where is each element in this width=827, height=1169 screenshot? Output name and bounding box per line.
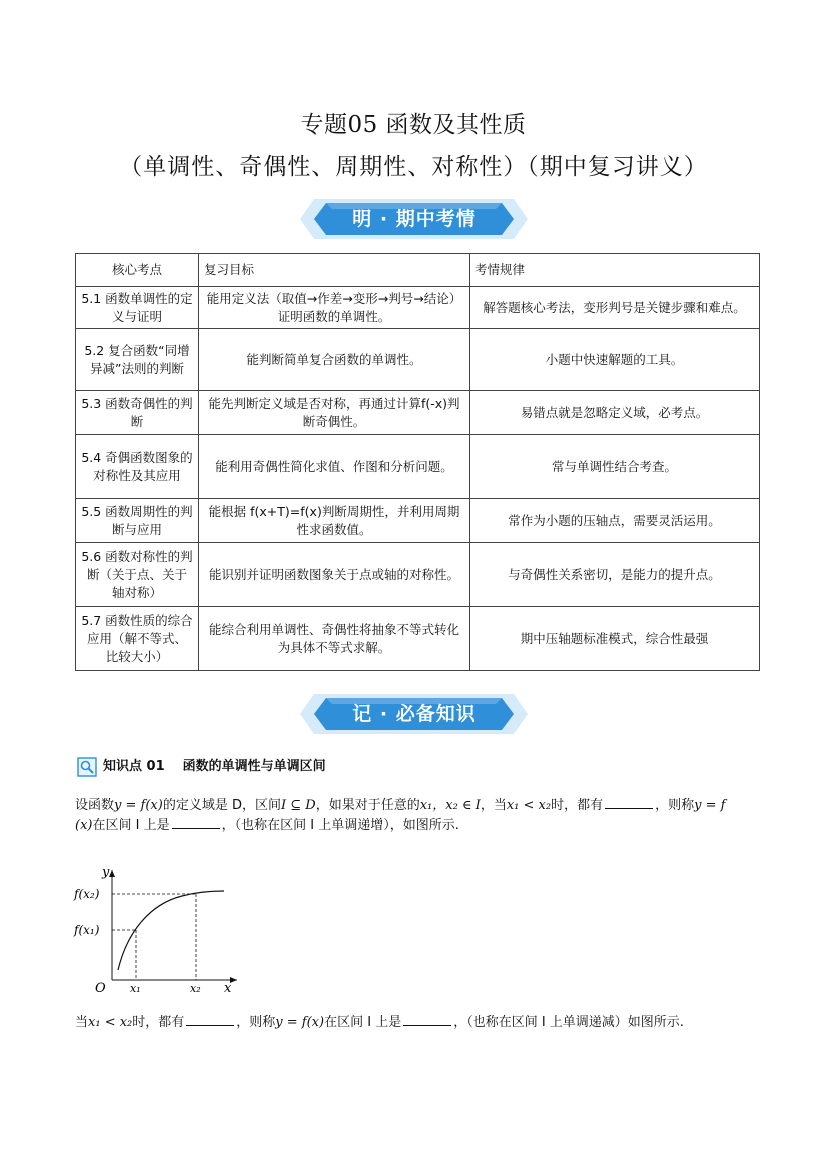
definition-paragraph — [75, 796, 765, 836]
table-row — [76, 499, 760, 543]
table-cell: 能用定义法（取值→作差→变形→判号→结论）证明函数的单调性。 — [199, 287, 470, 329]
fill-blank — [186, 1013, 234, 1026]
table-cell: 期中压轴题标准模式，综合性最强 — [470, 607, 760, 671]
text: ，则称 — [655, 798, 695, 813]
text: ，（也称在区间 I 上单调递增），如图所示. — [221, 818, 459, 833]
table-cell: 5.5 函数周期性的判断与应用 — [76, 499, 199, 543]
table-cell: 与奇偶性关系密切，是能力的提升点。 — [470, 543, 760, 607]
table-row — [76, 391, 760, 435]
table-row — [76, 607, 760, 671]
fill-blank — [403, 1013, 451, 1026]
magnifier-icon — [77, 757, 97, 777]
text: 时，都有 — [551, 798, 604, 813]
section-banner-knowledge — [300, 692, 528, 736]
text: ，（也称在区间 I 上单调递减）如图所示. — [453, 1015, 684, 1030]
curve — [118, 891, 224, 970]
knowledge-label: 知识点 01 — [103, 759, 165, 774]
text: 当 — [75, 1015, 89, 1030]
table-cell: 能识别并证明函数图象关于点或轴的对称性。 — [199, 543, 470, 607]
x1-label: x₁ — [130, 982, 141, 995]
text: 的定义域是 D，区间 — [162, 798, 281, 813]
table-cell: 能判断简单复合函数的单调性。 — [199, 329, 470, 391]
y-axis-label: y — [102, 865, 110, 880]
math: y = f(x) — [275, 1015, 325, 1030]
table-cell: 小题中快速解题的工具。 — [470, 329, 760, 391]
fill-blank — [172, 816, 220, 829]
text: 时，都有 — [132, 1015, 185, 1030]
x-axis-label: x — [224, 981, 232, 996]
math: (x) — [75, 818, 93, 833]
table-header: 考情规律 — [470, 254, 760, 287]
section-banner-exam — [300, 197, 528, 241]
table-row — [76, 329, 760, 391]
math: x₁，x₂ ∈ I — [419, 798, 481, 813]
text: 在区间 I 上是 — [92, 818, 170, 833]
math: x₁ < x₂ — [88, 1015, 133, 1030]
text: ，则称 — [236, 1015, 276, 1030]
math: I ⊆ D — [280, 798, 316, 813]
text: 在区间 I 上是 — [324, 1015, 402, 1030]
table-row — [76, 435, 760, 499]
table-cell: 5.4 奇偶函数图象的对称性及其应用 — [76, 435, 199, 499]
table-cell: 能利用奇偶性简化求值、作图和分析问题。 — [199, 435, 470, 499]
fx1-label: f(x₁) — [74, 923, 100, 937]
fx2-label: f(x₂) — [74, 887, 100, 901]
text: ，如果对于任意的 — [315, 798, 420, 813]
table-cell: 5.7 函数性质的综合应用（解不等式、比较大小） — [76, 607, 199, 671]
x2-label: x₂ — [190, 982, 201, 995]
monotonic-increasing-graph — [72, 862, 242, 997]
exam-table — [75, 253, 760, 671]
math: x₁ < x₂ — [506, 798, 552, 813]
table-cell: 常与单调性结合考查。 — [470, 435, 760, 499]
table-cell: 常作为小题的压轴点，需要灵活运用。 — [470, 499, 760, 543]
banner-title: 记 · 必备知识 — [352, 703, 476, 725]
table-cell: 5.1 函数单调性的定义与证明 — [76, 287, 199, 329]
table-cell: 解答题核心考法，变形判号是关键步骤和难点。 — [470, 287, 760, 329]
table-header: 核心考点 — [76, 254, 199, 287]
text: 设函数 — [75, 798, 115, 813]
table-cell: 5.2 复合函数“同增异减”法则的判断 — [76, 329, 199, 391]
text: ，当 — [480, 798, 507, 813]
table-cell: 5.6 函数对称性的判断（关于点、关于轴对称） — [76, 543, 199, 607]
origin-label: O — [95, 981, 106, 996]
page-title: 专题05 函数及其性质 — [300, 112, 527, 138]
table-row — [76, 543, 760, 607]
math: y = f — [694, 798, 726, 813]
table-header-row — [76, 254, 760, 287]
banner-title: 明 · 期中考情 — [352, 208, 476, 230]
math: y = f(x) — [114, 798, 163, 813]
table-cell: 能根据 f(x+T)=f(x)判断周期性，并利用周期性求函数值。 — [199, 499, 470, 543]
table-cell: 易错点就是忽略定义域，必考点。 — [470, 391, 760, 435]
table-cell: 5.3 函数奇偶性的判断 — [76, 391, 199, 435]
table-header: 复习目标 — [199, 254, 470, 287]
page-subtitle: （单调性、奇偶性、周期性、对称性）（期中复习讲义） — [119, 154, 708, 180]
fill-blank — [605, 796, 653, 809]
knowledge-title: 函数的单调性与单调区间 — [182, 759, 326, 774]
table-cell: 能先判断定义域是否对称，再通过计算f(-x)判断奇偶性。 — [199, 391, 470, 435]
knowledge-point-heading — [77, 755, 326, 777]
y-axis-arrow — [109, 870, 115, 877]
decreasing-paragraph — [75, 1013, 765, 1033]
table-row — [76, 287, 760, 329]
table-cell: 能综合利用单调性、奇偶性将抽象不等式转化为具体不等式求解。 — [199, 607, 470, 671]
